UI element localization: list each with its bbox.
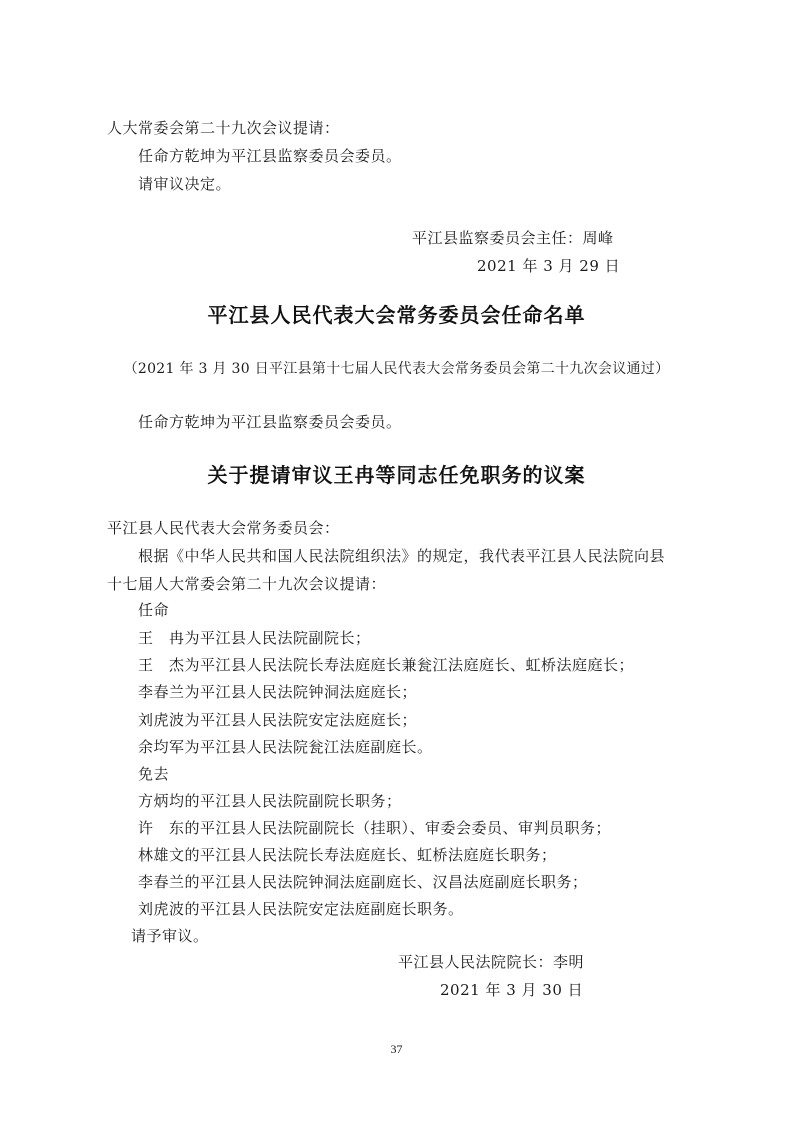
request-decision-line: 请审议决定。 (138, 175, 232, 193)
section-title-appointment-list: 平江县人民代表大会常务委员会任命名单 (207, 303, 586, 327)
signer-line: 平江县人民法院院长：李明 (398, 953, 585, 971)
appointment-item: 任命方乾坤为平江县监察委员会委员。 (138, 413, 402, 431)
request-line: 人大常委会第二十九次会议提请： (107, 119, 340, 137)
date-line: 2021 年 3 月 30 日 (440, 981, 584, 999)
removal-item: 李春兰的平江县人民法院钟洞法庭副庭长、汉昌法庭副庭长职务； (138, 873, 588, 891)
intro-line-2: 十七届人大常委会第二十九次会议提请： (107, 575, 387, 593)
closing-line: 请予审议。 (131, 927, 209, 945)
remove-label: 免去 (138, 765, 170, 783)
date-line: 2021 年 3 月 29 日 (477, 257, 621, 275)
page-number: 37 (390, 1042, 403, 1056)
appointment-item: 王 冉为平江县人民法院副院长； (138, 629, 371, 647)
appoint-label: 任命 (138, 601, 170, 619)
section-title-proposal: 关于提请审议王冉等同志任免职务的议案 (207, 463, 586, 487)
removal-item: 许 东的平江县人民法院副院长（挂职）、审委会委员、审判员职务； (138, 819, 612, 837)
appointment-item: 余均军为平江县人民法院瓮江法庭副庭长。 (138, 738, 433, 756)
appointment-item: 刘虎波为平江县人民法院安定法庭庭长； (138, 711, 418, 729)
addressee: 平江县人民代表大会常务委员会： (107, 519, 340, 537)
appointment-line: 任命方乾坤为平江县监察委员会委员。 (138, 147, 402, 165)
removal-item: 方炳均的平江县人民法院副院长职务； (138, 792, 402, 810)
intro-line-1: 根据《中华人民共和国人民法院组织法》的规定，我代表平江县人民法院向县 (138, 547, 666, 565)
removal-item: 林雄文的平江县人民法院长寿法庭庭长、虹桥法庭庭长职务； (138, 846, 557, 864)
section-subtitle: （2021 年 3 月 30 日平江县第十七届人民代表大会常务委员会第二十九次会议通过） (123, 361, 670, 377)
signer-line: 平江县监察委员会主任：周峰 (412, 229, 614, 247)
appointment-item: 王 杰为平江县人民法院长寿法庭庭长兼瓮江法庭庭长、虹桥法庭庭长； (138, 656, 635, 674)
appointment-item: 李春兰为平江县人民法院钟洞法庭庭长； (138, 683, 418, 701)
removal-item: 刘虎波的平江县人民法院安定法庭副庭长职务。 (138, 900, 464, 918)
